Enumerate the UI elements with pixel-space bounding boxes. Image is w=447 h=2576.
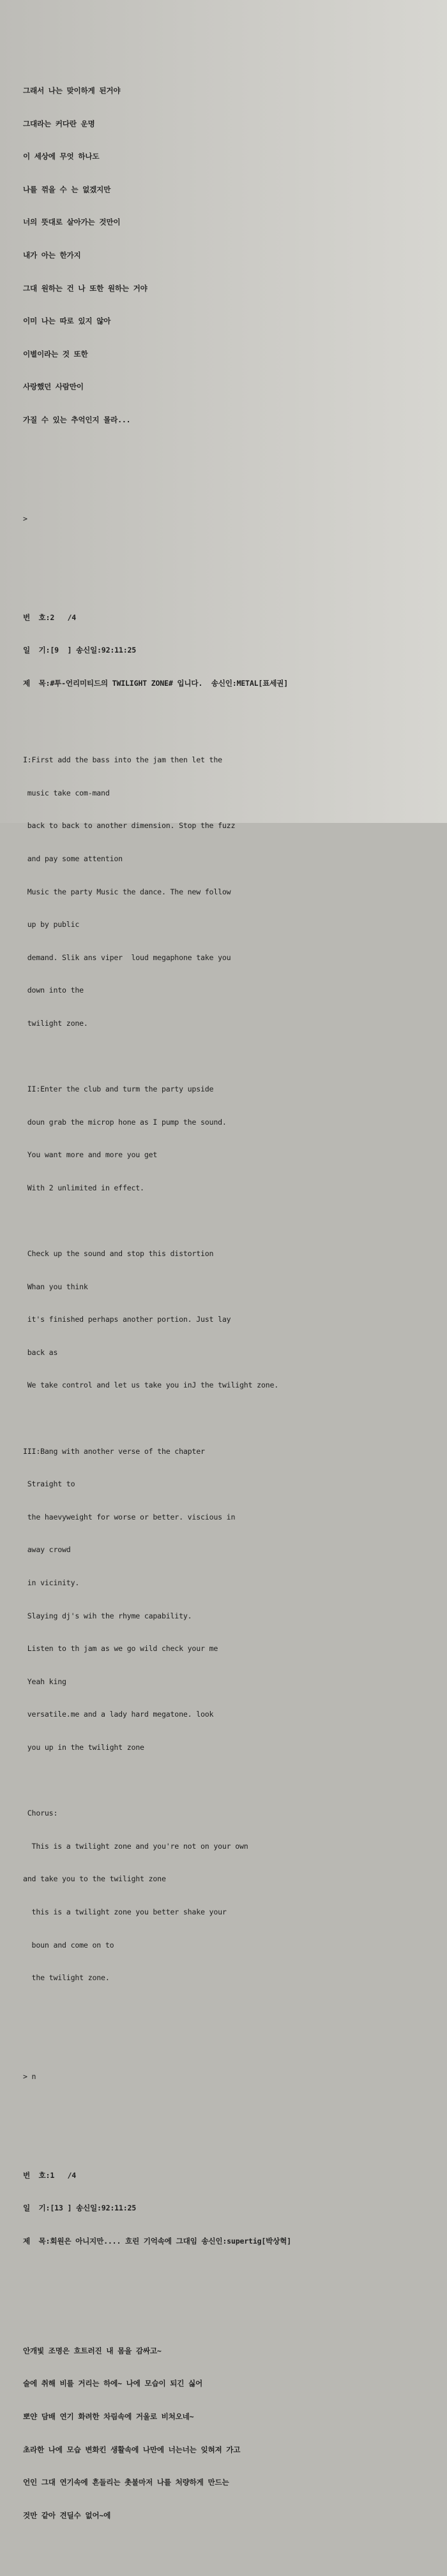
post-line: II:Enter the club and turm the party upside <box>23 1084 214 1094</box>
post-line: Whan you think <box>23 1282 88 1291</box>
post-line <box>23 1051 432 1062</box>
post-line: the twilight zone. <box>23 1973 110 1983</box>
bbs-terminal-output <box>23 31 432 2576</box>
intro-lyric-line: 나를 꺾을 수 는 없겠지만 <box>23 184 111 194</box>
post-line: you up in the twilight zone <box>23 1742 144 1752</box>
post-line: back to back to another dimension. Stop the fuzz <box>23 821 236 831</box>
post-1-header <box>23 2148 432 2269</box>
post-line: III:Bang with another verse of the chapter <box>23 1446 205 1456</box>
post-line: back as <box>23 1347 58 1357</box>
post-line: Yeah king <box>23 1677 66 1686</box>
post-line: Listen to th jam as we go wild check your me <box>23 1644 218 1654</box>
post-title: 제 목:#투-언리미티드의 TWILIGHT ZONE# 입니다. 송신인:METAL[표세권] <box>23 678 288 688</box>
intro-lyric-line: 그대라는 커다란 운명 <box>23 119 95 128</box>
post-line: This is a twilight zone and you're not on your own <box>23 1841 248 1851</box>
post-line: the haevyweight for worse or better. viscious in <box>23 1512 236 1521</box>
post-line: versatile.me and a lady hard megatone. look <box>23 1710 214 1719</box>
post-2-header <box>23 590 432 711</box>
intro-lyric-line: 너의 뜻대로 살아가는 것만이 <box>23 218 121 227</box>
post-line: We take control and let us take you inJ the twilight zone. <box>23 1381 279 1390</box>
post-line: music take com-mand <box>23 788 110 797</box>
post-line <box>23 1215 432 1226</box>
intro-lyrics-block <box>23 64 432 448</box>
post-line: this is a twilight zone you better shake your <box>23 1907 227 1916</box>
intro-lyric-line: 그대 원하는 건 나 또한 원하는 거야 <box>23 283 148 293</box>
intro-lyric-line: 그래서 나는 맞이하게 된거야 <box>23 86 121 96</box>
post-line: away crowd <box>23 1545 71 1555</box>
post-number: 번 호:2 /4 <box>23 612 77 622</box>
intro-lyric-line: 이 세상에 무엇 하나도 <box>23 152 100 161</box>
post-line: 것만 같아 견딜수 없어~에 <box>23 2510 111 2520</box>
post-line: and pay some attention <box>23 854 123 863</box>
post-line: You want more and more you get <box>23 1150 158 1160</box>
intro-lyric-line: 내가 아는 한가지 <box>23 250 81 260</box>
post-line: 안개빛 조명은 흐트러진 내 몸을 감싸고~ <box>23 2346 162 2355</box>
post-line: I:First add the bass into the jam then let the <box>23 755 222 765</box>
post-line: and take you to the twilight zone <box>23 1874 166 1884</box>
post-1-body <box>23 2323 432 2543</box>
post-line: Music the party Music the dance. The new follow <box>23 887 231 896</box>
command-prompt[interactable]: > <box>23 514 27 523</box>
post-line: doun grab the microp hone as I pump the sound. <box>23 1117 227 1127</box>
post-line: Straight to <box>23 1479 75 1489</box>
post-line: 초라한 나에 모습 변화킨 생활속에 나만에 너는너는 잊혀져 가고 <box>23 2445 241 2454</box>
intro-lyric-line: 이별이라는 것 또한 <box>23 349 88 359</box>
post-title: 제 목:회원은 아니지만.... 흐린 기억속에 그대임 송신인:supertig[박상혁] <box>23 2236 291 2246</box>
post-line <box>23 1775 432 1786</box>
post-line: Slaying dj's wih the rhyme capability. <box>23 1611 192 1620</box>
post-2-body <box>23 733 432 2006</box>
post-line: demand. Slik ans viper loud megaphone take you <box>23 952 231 962</box>
post-line <box>23 1413 432 1424</box>
post-line: boun and come on to <box>23 1940 114 1950</box>
post-line: twilight zone. <box>23 1018 88 1028</box>
post-line: 언인 그대 연기속에 흔들리는 촛불마저 나를 처량하게 만드는 <box>23 2478 229 2487</box>
post-line: 뽀얀 담배 연기 화려한 차림속에 거울로 비쳐오네~ <box>23 2412 194 2422</box>
post-line: Chorus: <box>23 1809 58 1818</box>
post-line: down into the <box>23 986 84 995</box>
command-prompt[interactable]: > n <box>23 2071 36 2081</box>
intro-lyric-line: 사랑했던 사람만이 <box>23 382 84 392</box>
intro-lyric-line: 가질 수 있는 추억인지 몰라... <box>23 415 131 424</box>
post-line: 술에 취해 비를 거리는 하에~ 나에 모습이 되긴 싫어 <box>23 2379 203 2388</box>
post-line: in vicinity. <box>23 1578 80 1587</box>
post-number: 번 호:1 /4 <box>23 2170 77 2180</box>
post-date: 일 기:[9 ] 송신일:92:11:25 <box>23 646 137 655</box>
post-date: 일 기:[13 ] 송신일:92:11:25 <box>23 2203 137 2213</box>
post-line: it's finished perhaps another portion. Just lay <box>23 1315 231 1324</box>
post-line: up by public <box>23 920 80 929</box>
post-line: With 2 unlimited in effect. <box>23 1183 144 1192</box>
intro-lyric-line: 이미 나는 따로 있지 않아 <box>23 316 111 326</box>
post-line: Check up the sound and stop this distortion <box>23 1249 214 1259</box>
